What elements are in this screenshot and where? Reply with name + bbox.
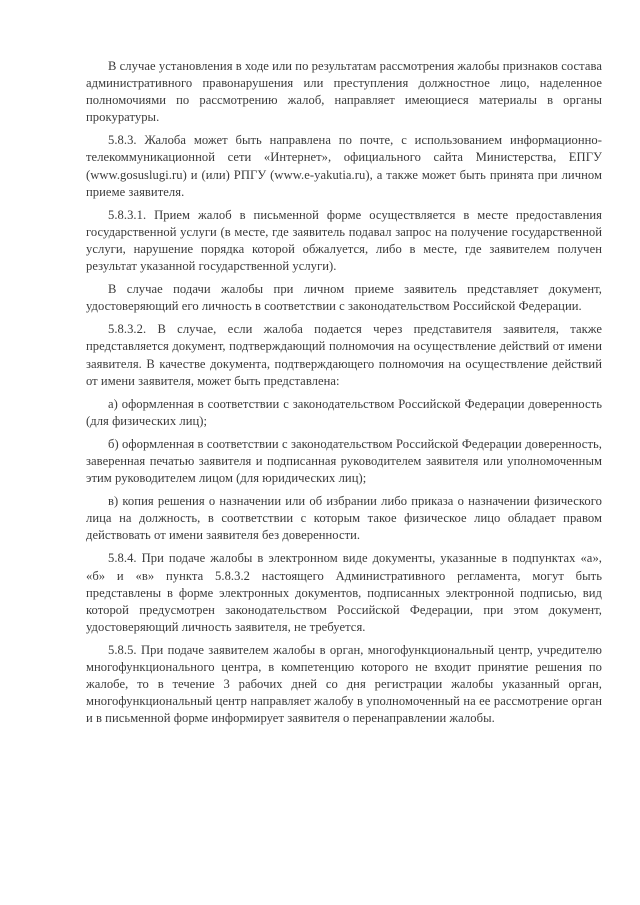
list-item-a: а) оформленная в соответствии с законодательством Российской Федерации доверенность (для физических лиц); — [86, 396, 602, 428]
list-item-b: б) оформленная в соответствии с законодательством Российской Федерации доверенность, заверенная печатью заявителя и подписанная руководителем заявителя или уполномоченным этим руководителем лицом (для юридических лиц); — [86, 436, 602, 486]
document-body — [86, 58, 602, 727]
paragraph-5-8-3-2: 5.8.3.2. В случае, если жалоба подается через представителя заявителя, также представляется документ, подтверждающий полномочия на осуществление действий от имени заявителя. В качестве документа, подтверждающего полномочия на осуществление действий от имени заявителя, может быть представлена: — [86, 322, 602, 388]
paragraph-5-8-3: 5.8.3. Жалоба может быть направлена по почте, с использованием информационно-телекоммуникационной сети «Интернет», официального сайта Министерства, ЕПГУ (www.gosuslugi.ru) и (или) РПГУ (www.e-yakutia.ru), а также может быть принята при личном приеме заявителя. — [86, 133, 602, 199]
paragraph-5-8-4: 5.8.4. При подаче жалобы в электронном виде документы, указанные в подпунктах «а», «б» и «в» пункта 5.8.3.2 настоящего Административного регламента, могут быть представлены в форме электронных документов, подписанных электронной подписью, вид которой предусмотрен законодательством Российской Федерации, при этом документ, удостоверяющий личность заявителя, не требуется. — [86, 551, 602, 634]
paragraph-prosecutor-referral: В случае установления в ходе или по результатам рассмотрения жалобы признаков состава административного правонарушения или преступления должностное лицо, наделенное полномочиями по рассмотрению жалоб, направляет имеющиеся материалы в органы прокуратуры. — [86, 59, 602, 125]
list-item-v: в) копия решения о назначении или об избрании либо приказа о назначении физического лица на должность, в соответствии с которым такое физическое лицо обладает правом действовать от имени заявителя без доверенности. — [86, 494, 602, 543]
paragraph-5-8-3-1: 5.8.3.1. Прием жалоб в письменной форме осуществляется в месте предоставления государственной услуги (в месте, где заявитель подавал запрос на получение государственной услуги, нарушение порядка которой обжалуется, либо в месте, где заявителем получен результат указанной государственной услуги). — [86, 207, 602, 274]
paragraph-5-8-5: 5.8.5. При подаче заявителем жалобы в орган, многофункциональный центр, учредителю многофункционального центра, в компетенцию которого не входит принятие решения по жалобе, то в течение 3 рабочих дней со дня регистрации жалобы указанный орган, многофункциональный центр направляет жалобу в уполномоченный на ее рассмотрение орган и в письменной форме информирует заявителя о перенаправлении жалобы. — [86, 642, 602, 726]
paragraph-personal-reception: В случае подачи жалобы при личном приеме заявитель представляет документ, удостоверяющий его личность в соответствии с законодательством Российской Федерации. — [86, 282, 602, 314]
